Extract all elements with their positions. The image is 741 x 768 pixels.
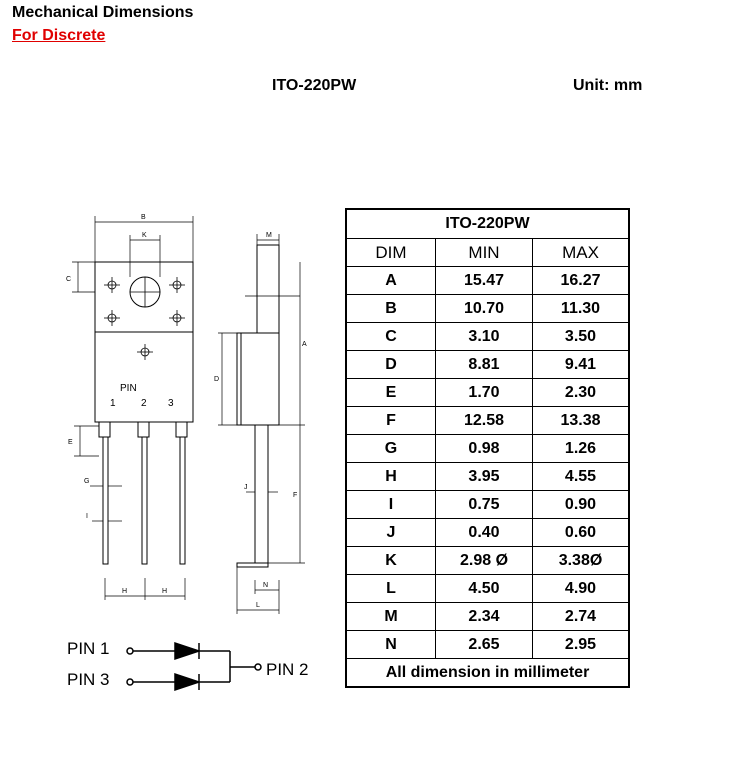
unit-label: Unit: mm bbox=[573, 77, 643, 94]
dim-letter: F bbox=[293, 492, 298, 499]
min-cell: 3.95 bbox=[436, 463, 533, 491]
dim-letter: L bbox=[256, 602, 260, 609]
table-row bbox=[346, 379, 629, 407]
pin1-label: PIN 1 bbox=[67, 639, 110, 658]
dim-cell: D bbox=[346, 351, 436, 379]
dim-cell: J bbox=[346, 519, 436, 547]
min-cell: 15.47 bbox=[436, 267, 533, 295]
dim-cell: H bbox=[346, 463, 436, 491]
max-cell: 0.90 bbox=[533, 491, 630, 519]
dim-cell: M bbox=[346, 603, 436, 631]
dim-letter: I bbox=[86, 513, 88, 520]
dim-letter: C bbox=[66, 276, 72, 283]
table-row bbox=[346, 267, 629, 295]
column-header: DIM bbox=[346, 239, 436, 267]
table-footer: All dimension in millimeter bbox=[346, 659, 629, 688]
column-header: MAX bbox=[533, 239, 630, 267]
table-row bbox=[346, 351, 629, 379]
column-header: MIN bbox=[436, 239, 533, 267]
dim-cell: L bbox=[346, 575, 436, 603]
pin-number: 2 bbox=[141, 398, 147, 409]
dim-cell: A bbox=[346, 267, 436, 295]
table-row bbox=[346, 603, 629, 631]
dim-letter: B bbox=[141, 214, 146, 221]
side-dimension-lines bbox=[218, 234, 305, 614]
min-cell: 8.81 bbox=[436, 351, 533, 379]
max-cell: 2.95 bbox=[533, 631, 630, 659]
table-row bbox=[346, 407, 629, 435]
dim-cell: C bbox=[346, 323, 436, 351]
max-cell: 4.90 bbox=[533, 575, 630, 603]
side-view bbox=[237, 245, 279, 567]
max-cell: 16.27 bbox=[533, 267, 630, 295]
min-cell: 0.75 bbox=[436, 491, 533, 519]
dim-letter: N bbox=[263, 582, 269, 589]
min-cell: 2.98 Ø bbox=[436, 547, 533, 575]
dim-letter: H bbox=[122, 588, 128, 595]
max-cell: 11.30 bbox=[533, 295, 630, 323]
dim-letter: J bbox=[244, 484, 248, 491]
table-row bbox=[346, 435, 629, 463]
max-cell: 13.38 bbox=[533, 407, 630, 435]
pin-number: 1 bbox=[110, 398, 116, 409]
min-cell: 3.10 bbox=[436, 323, 533, 351]
table-row bbox=[346, 323, 629, 351]
min-cell: 2.34 bbox=[436, 603, 533, 631]
max-cell: 3.50 bbox=[533, 323, 630, 351]
min-cell: 0.40 bbox=[436, 519, 533, 547]
table-row bbox=[346, 295, 629, 323]
table-row bbox=[346, 463, 629, 491]
table-row bbox=[346, 631, 629, 659]
dim-letter: G bbox=[84, 478, 90, 485]
dim-letter: K bbox=[142, 232, 147, 239]
dim-letter: H bbox=[162, 588, 168, 595]
min-cell: 2.65 bbox=[436, 631, 533, 659]
min-cell: 1.70 bbox=[436, 379, 533, 407]
diode-schematic bbox=[127, 643, 261, 690]
dim-letter: D bbox=[214, 376, 220, 383]
dim-cell: G bbox=[346, 435, 436, 463]
table-footer-row bbox=[346, 659, 629, 688]
dim-cell: B bbox=[346, 295, 436, 323]
max-cell: 2.30 bbox=[533, 379, 630, 407]
leads bbox=[99, 422, 187, 564]
max-cell: 0.60 bbox=[533, 519, 630, 547]
dimension-table bbox=[345, 208, 630, 688]
dim-letter: E bbox=[68, 439, 73, 446]
pin-label: PIN bbox=[120, 383, 137, 394]
max-cell: 1.26 bbox=[533, 435, 630, 463]
pin-number: 3 bbox=[168, 398, 174, 409]
dim-cell: F bbox=[346, 407, 436, 435]
package-name: ITO-220PW bbox=[272, 77, 357, 94]
dim-cell: N bbox=[346, 631, 436, 659]
dim-cell: E bbox=[346, 379, 436, 407]
dim-letter: M bbox=[266, 232, 272, 239]
dim-cell: I bbox=[346, 491, 436, 519]
table-row bbox=[346, 491, 629, 519]
min-cell: 0.98 bbox=[436, 435, 533, 463]
page-title: Mechanical Dimensions bbox=[12, 4, 194, 21]
min-cell: 4.50 bbox=[436, 575, 533, 603]
max-cell: 2.74 bbox=[533, 603, 630, 631]
max-cell: 3.38Ø bbox=[533, 547, 630, 575]
min-cell: 10.70 bbox=[436, 295, 533, 323]
table-title: ITO-220PW bbox=[346, 209, 629, 239]
max-cell: 4.55 bbox=[533, 463, 630, 491]
max-cell: 9.41 bbox=[533, 351, 630, 379]
dim-cell: K bbox=[346, 547, 436, 575]
table-row bbox=[346, 575, 629, 603]
dim-letter: A bbox=[302, 341, 307, 348]
min-cell: 12.58 bbox=[436, 407, 533, 435]
table-row bbox=[346, 547, 629, 575]
front-dimension-lines bbox=[72, 216, 193, 600]
pin2-label: PIN 2 bbox=[266, 660, 309, 679]
table-row bbox=[346, 519, 629, 547]
pin3-label: PIN 3 bbox=[67, 670, 110, 689]
for-discrete-link[interactable]: For Discrete bbox=[12, 27, 106, 44]
crosshair-marks bbox=[104, 277, 185, 360]
